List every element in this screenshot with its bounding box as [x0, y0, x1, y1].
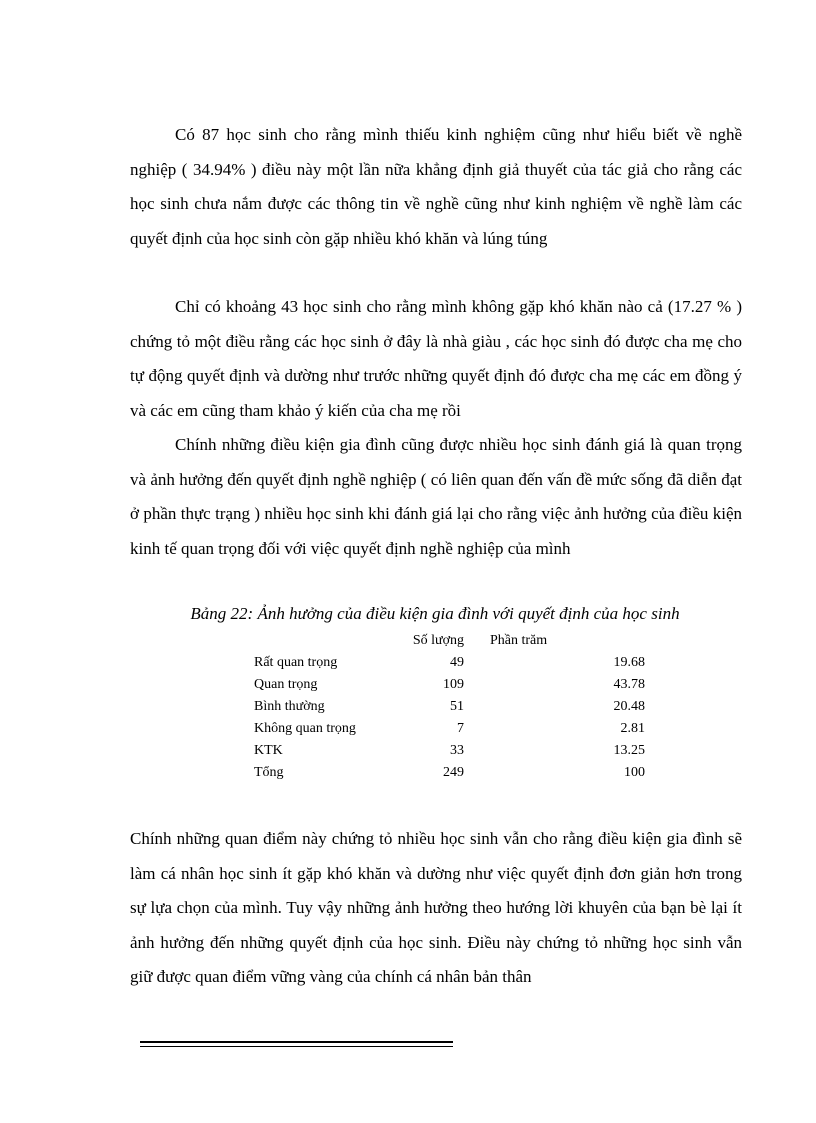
row-count: 7	[457, 721, 464, 736]
row-label: Rất quan trọng	[254, 655, 338, 670]
table-row	[249, 718, 645, 740]
row-count: 49	[450, 655, 464, 670]
paragraph-1: Có 87 học sinh cho rằng mình thiếu kinh nghiệm cũng như hiểu biết về nghề nghiệp ( 34.94% ) điều này một lần nữa khẳng định giả thuyết của tác giả cho rằng các học sinh chưa nắm được các thông tin về nghề cũng như kinh nghiệm về nghề làm các quyết định của học sinh còn gặp nhiều khó khăn và lúng túng	[130, 125, 742, 248]
row-label: Bình thường	[254, 699, 325, 714]
row-count: 33	[450, 743, 464, 758]
row-percent: 2.81	[620, 721, 645, 736]
row-count: 109	[443, 677, 464, 692]
table-caption: Bảng 22: Ảnh hưởng của điều kiện gia đình với quyết định của học sinh	[190, 604, 680, 623]
header-percent: Phần trăm	[490, 633, 548, 648]
row-percent: 43.78	[613, 677, 645, 692]
table-row	[249, 696, 645, 718]
row-count: 249	[443, 765, 464, 780]
row-percent: 100	[624, 765, 645, 780]
row-percent: 13.25	[613, 743, 645, 758]
table-row	[249, 674, 645, 696]
table-row-total	[249, 762, 645, 784]
footer-double-rule	[140, 1041, 453, 1047]
table-header-row	[249, 630, 645, 652]
table-row	[249, 652, 645, 674]
header-count: Số lượng	[412, 633, 464, 648]
header-blank	[249, 630, 394, 652]
row-label: Quan trọng	[254, 677, 318, 692]
data-table	[249, 630, 645, 784]
row-percent: 20.48	[613, 699, 645, 714]
paragraph-4: Chính những quan điểm này chứng tỏ nhiều học sinh vẫn cho rằng điều kiện gia đình sẽ làm cá nhân học sinh ít gặp khó khăn và dường như việc quyết định đơn giản hơn trong sự lựa chọn của mình. Tuy vậy những ảnh hưởng theo hướng lời khuyên của bạn bè lại ít ảnh hưởng đến những quyết định của học sinh. Điều này chứng tỏ những học sinh vẫn giữ được quan điểm vững vàng của chính cá nhân bản thân	[130, 829, 742, 987]
paragraph-3: Chính những điều kiện gia đình cũng được nhiều học sinh đánh giá là quan trọng và ảnh hưởng đến quyết định nghề nghiệp ( có liên quan đến vấn đề mức sống đã diễn đạt ở phần thực trạng ) nhiều học sinh khi đánh giá lại cho rằng việc ảnh hưởng của điều kiện kinh tế quan trọng đối với việc quyết định nghề nghiệp của mình	[130, 435, 742, 558]
row-count: 51	[450, 699, 464, 714]
paragraph-2: Chỉ có khoảng 43 học sinh cho rằng mình không gặp khó khăn nào cả (17.27 % ) chứng tỏ một điều rằng các học sinh ở đây là nhà giàu , các học sinh đó được cha mẹ cho tự động quyết định và dường như trước những quyết định đó được cha mẹ các em đồng ý và các em cũng tham khảo ý kiến của cha mẹ rồi	[130, 297, 742, 420]
row-label: KTK	[254, 743, 283, 758]
row-label: Tổng	[254, 765, 284, 780]
row-label: Không quan trọng	[254, 721, 356, 736]
table-row	[249, 740, 645, 762]
row-percent: 19.68	[613, 655, 645, 670]
